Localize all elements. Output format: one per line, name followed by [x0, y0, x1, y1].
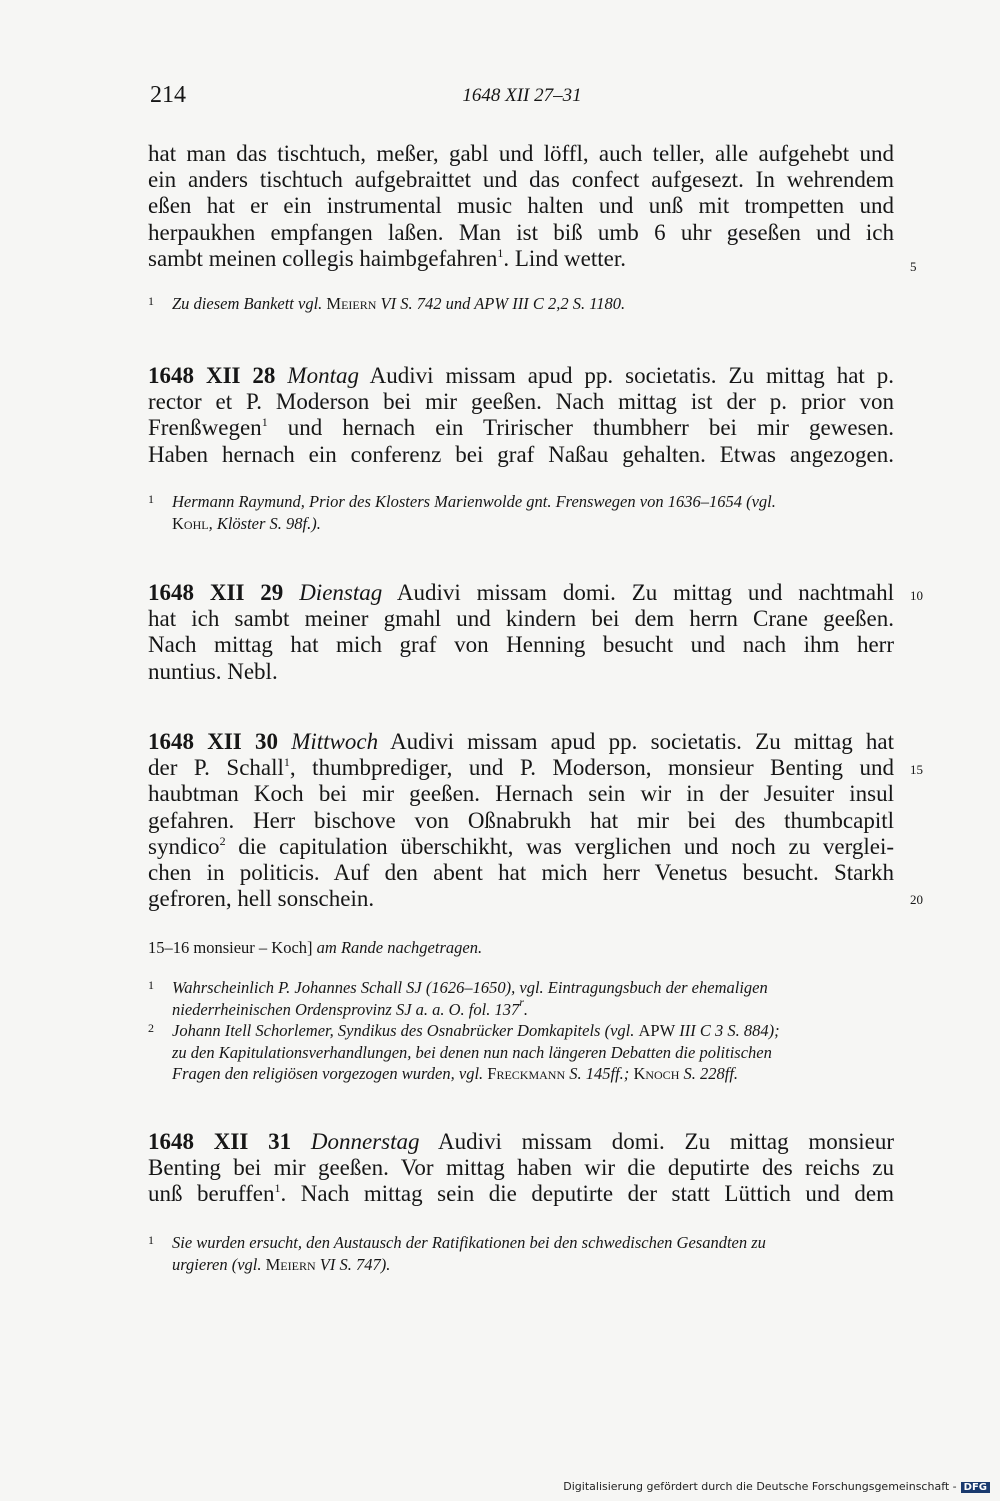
text-line: 1648 XII 30 Mittwoch Audivi missam apud pp. societatis. Zu mittag hat — [148, 729, 895, 754]
footnote-mark: 2 — [148, 1021, 154, 1035]
footnotes-27 — [148, 293, 894, 315]
entry-weekday: Dienstag — [299, 580, 383, 605]
text-line: haubtman Koch bei mir geeßen. Hernach sein wir in der Jesuiter insul — [148, 781, 894, 807]
footnotes-31 — [148, 1232, 894, 1275]
text-line: eßen hat er ein instrumental music halten und unß mit trompetten und — [148, 193, 894, 219]
line-number: 15 — [910, 762, 923, 777]
critical-apparatus: 15–16 monsieur – Koch] am Rande nachgetragen. — [148, 938, 483, 957]
footnote-mark: 1 — [148, 1233, 154, 1247]
text-line: hat ich sambt meiner gmahl und kindern bei dem herrn Crane geeßen. — [148, 606, 894, 632]
text-line: Haben hernach ein conferenz bei graf Naßau gehalten. Etwas angezogen. — [148, 441, 894, 467]
text-line: sambt meinen collegis haimbgefahren$^1$. Lind wetter. — [148, 245, 626, 271]
text-line: hat man das tischtuch, meßer, gabl und löffl, auch teller, alle aufgehebt und — [148, 141, 894, 166]
running-title: 1648 XII 27–31 — [462, 85, 582, 106]
entry-weekday: Mittwoch — [291, 729, 379, 754]
entry-weekday: Montag — [287, 363, 359, 388]
text-line: gefahren. Herr bischove von Oßnabrukh hat mir bei des thumbcapitl — [148, 807, 894, 833]
text-line: Benting bei mir geeßen. Vor mittag haben wir die deputirte des reichs zu — [148, 1155, 894, 1181]
text-line: rector et P. Moderson bei mir geeßen. Nach mittag ist der p. prior von — [148, 389, 894, 415]
text-line: 1648 XII 29 Dienstag Audivi missam domi. Zu mittag und nachtmahl — [148, 580, 895, 605]
entry-date: 1648 XII 30 — [148, 729, 278, 754]
entry-date: 1648 XII 29 — [148, 580, 284, 605]
footnote: 1 Hermann Raymund, Prior des Klosters Marienwolde gnt. Frenswegen von 1636–1654 (vgl. Kohl, Klöster S. 98f.). — [148, 491, 894, 534]
footnote-mark: 1 — [148, 492, 154, 506]
text-line: der P. Schall$^1$, thumbprediger, und P. Moderson, monsieur Benting und — [148, 755, 894, 781]
footnote: 1 Zu diesem Bankett vgl. Meiern VI S. 742 und APW III C 2,2 S. 1180. — [148, 293, 894, 315]
footnote-ref: 1 — [274, 1181, 281, 1196]
text-line: syndico$^2$ die capitulation überschikht, was verglichen und noch zu verglei- — [148, 833, 894, 859]
footnote-ref: 1 — [261, 415, 268, 430]
entry-29-text — [148, 580, 894, 685]
entry-date: 1648 XII 28 — [148, 363, 276, 388]
text-line: gefroren, hell sonschein. — [148, 886, 375, 912]
text-line: Nach mittag hat mich graf von Henning besucht und nach ihm herr — [148, 632, 894, 658]
line-number: 5 — [910, 259, 917, 274]
footnote: 2 Johann Itell Schorlemer, Syndikus des Osnabrücker Domkapitels (vgl. APW III C 3 S. 884); zu den Kapitulationsverhandlungen, bei denen nun nach längeren Debatten die politischen Fragen den religiösen vorgezogen wurden, vgl. Freckmann S. 145ff.; Knoch S. 228ff. — [148, 1020, 894, 1085]
entry-30-text — [148, 729, 894, 912]
text-line: 1648 XII 28 Montag Audivi missam apud pp. societatis. Zu mittag hat p. — [148, 363, 895, 388]
footnotes-30 — [148, 977, 894, 1085]
text-line: ein anders tischtuch aufgebraittet und das confect aufgesezt. In wehrendem — [148, 167, 894, 193]
entry-31-text — [148, 1129, 894, 1208]
line-number: 10 — [910, 588, 923, 603]
footnote-ref: 2 — [219, 833, 226, 848]
page-number: 214 — [150, 82, 186, 108]
footnote-ref: 1 — [497, 245, 504, 260]
footnote-ref: 1 — [283, 755, 290, 770]
digitization-credit: Digitalisierung gefördert durch die Deutsche Forschungsgemeinschaft - DFG — [563, 1480, 990, 1493]
text-line: Frenßwegen$^1$ und hernach ein Tririscher thumbherr bei mir gewesen. — [148, 415, 894, 441]
footnote-mark: 1 — [148, 294, 154, 308]
footnote: 1 Wahrscheinlich P. Johannes Schall SJ (1626–1650), vgl. Eintragungsbuch der ehemaligen niederrheinischen Ordensprovinz SJ a. a. O. fol. 137$^r$. — [148, 977, 894, 1020]
text-line: herpaukhen empfangen laßen. Man ist biß umb 6 uhr geseßen und ich — [148, 219, 894, 245]
text-line: 1648 XII 31 Donnerstag Audivi missam domi. Zu mittag monsieur — [148, 1129, 895, 1154]
entry-date: 1648 XII 31 — [148, 1129, 292, 1154]
text-line: nuntius. Nebl. — [148, 658, 278, 684]
page-header — [148, 82, 896, 112]
text-line: unß beruffen$^1$. Nach mittag sein die deputirte der statt Lüttich und dem — [148, 1181, 894, 1207]
text-line: chen in politicis. Auf den abent hat mich herr Venetus besucht. Starkh — [148, 859, 894, 885]
footnote-mark: 1 — [148, 978, 154, 992]
footnotes-28 — [148, 491, 894, 534]
entry-28-text — [148, 363, 894, 468]
dfg-logo: DFG — [961, 1482, 990, 1493]
footnote: 1 Sie wurden ersucht, den Austausch der Ratifikationen bei den schwedischen Gesandten zu urgieren (vgl. Meiern VI S. 747). — [148, 1232, 894, 1275]
entry-27-text — [148, 141, 894, 272]
line-number: 20 — [910, 892, 923, 907]
entry-weekday: Donnerstag — [310, 1129, 420, 1154]
